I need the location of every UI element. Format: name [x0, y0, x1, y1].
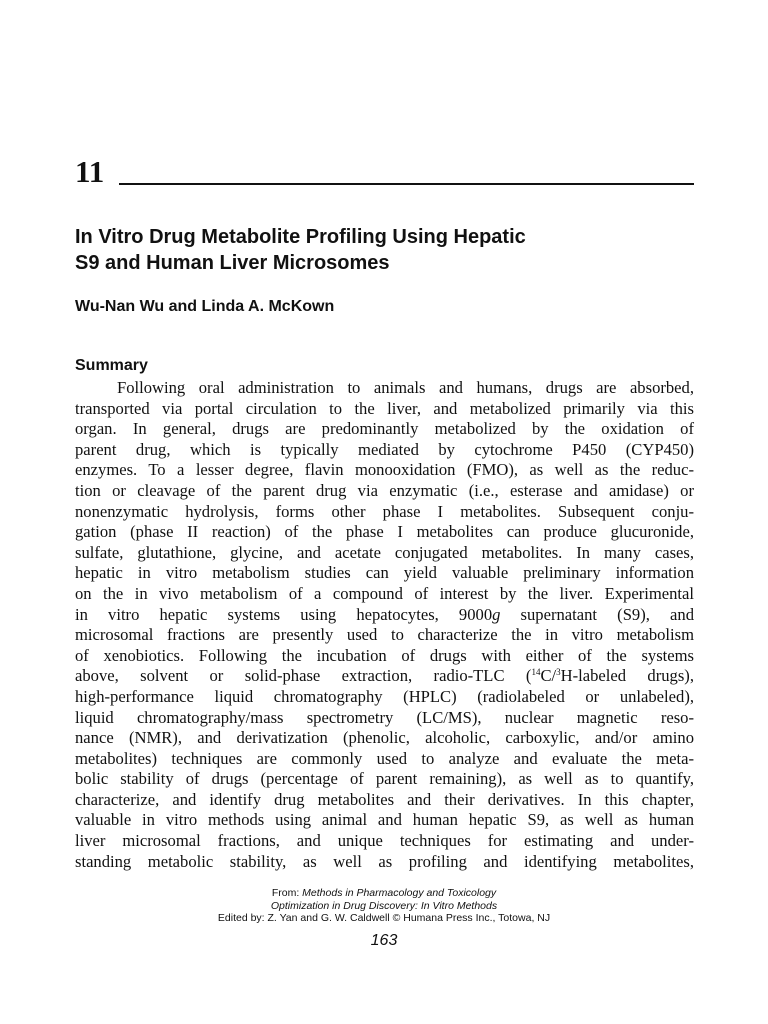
authors: Wu-Nan Wu and Linda A. McKown: [75, 298, 335, 315]
footer-from-label: From:: [271, 887, 303, 899]
summary-line: [75, 666, 694, 687]
summary-line: nance (NMR), and derivatization (phenolic, alcoholic, carboxylic, and/or amino: [75, 728, 694, 748]
summary-line: standing metabolic stability, as well as profiling and identifying metabolites,: [75, 851, 694, 871]
summary-line: valuable in vitro methods using animal and human hepatic S9, as well as human: [75, 810, 694, 830]
summary-body: [75, 378, 694, 872]
isotope-superscript-14: 14: [531, 667, 541, 678]
summary-line: sulfate, glutathione, glycine, and acetate conjugated metabolites. In many cases,: [75, 542, 694, 562]
footer-book: [0, 900, 768, 913]
summary-line: metabolites) techniques are commonly used to analyze and evaluate the meta-: [75, 748, 694, 768]
summary-line: tion or cleavage of the parent drug via enzymatic (i.e., esterase and amidase) or: [75, 480, 694, 500]
footer-source: [0, 887, 768, 900]
summary-line: transported via portal circulation to the liver, and metabolized primarily via this: [75, 398, 694, 418]
summary-line: nonenzymatic hydrolysis, forms other phase I metabolites. Subsequent conju-: [75, 501, 694, 521]
summary-heading: Summary: [75, 357, 148, 374]
summary-line: microsomal fractions are presently used to characterize the in vitro metabolism: [75, 625, 694, 645]
chapter-title-line-1: In Vitro Drug Metabolite Profiling Using Hepatic: [75, 226, 526, 248]
page-number: 163: [370, 932, 398, 949]
summary-line: hepatic in vitro metabolism studies can yield valuable preliminary information: [75, 563, 694, 583]
isotope-superscript-3: 3: [556, 667, 561, 678]
summary-line-part: H-labeled drugs),: [560, 666, 694, 686]
footer-edited: Edited by: Z. Yan and G. W. Caldwell © Humana Press Inc., Totowa, NJ: [217, 912, 551, 924]
summary-line: liquid chromatography/mass spectrometry (LC/MS), nuclear magnetic reso-: [75, 707, 694, 727]
summary-line: parent drug, which is typically mediated by cytochrome P450 (CYP450): [75, 439, 694, 459]
summary-line: liver microsomal fractions, and unique techniques for estimating and under-: [75, 831, 694, 851]
summary-line-italic: g: [492, 604, 501, 624]
summary-line: of xenobiotics. Following the incubation of drugs with either of the systems: [75, 645, 694, 665]
footer-series: Methods in Pharmacology and Toxicology: [302, 887, 497, 899]
summary-line-part: in vitro hepatic systems using hepatocytes, 9000: [75, 604, 493, 624]
summary-line-part: above, solvent or solid-phase extraction, radio-TLC (: [75, 666, 532, 686]
summary-line: gation (phase II reaction) of the phase I metabolites can produce glucuronide,: [75, 522, 694, 542]
publication-footer: [0, 887, 768, 925]
summary-line-part: C/: [540, 666, 557, 686]
chapter-title: [75, 224, 695, 276]
summary-line: bolic stability of drugs (percentage of parent remaining), as well as to quantify,: [75, 769, 694, 789]
chapter-header: [75, 154, 694, 190]
summary-line: on the in vivo metabolism of a compound of interest by the liver. Experimental: [75, 583, 694, 603]
summary-line: characterize, and identify drug metabolites and their derivatives. In this chapter,: [75, 789, 694, 809]
summary-line: high-performance liquid chromatography (HPLC) (radiolabeled or unlabeled),: [75, 686, 694, 706]
chapter-title-line-2: S9 and Human Liver Microsomes: [75, 252, 390, 274]
chapter-rule: [119, 183, 694, 185]
footer-book-title: Optimization in Drug Discovery: In Vitro Methods: [270, 899, 498, 912]
summary-line: enzymes. To a lesser degree, flavin monooxidation (FMO), as well as the reduc-: [75, 460, 694, 480]
summary-line: organ. In general, drugs are predominantly metabolized by the oxidation of: [75, 419, 694, 439]
chapter-number: 11: [75, 154, 105, 189]
summary-line-part: supernatant (S9), and: [500, 604, 694, 624]
summary-line: [75, 605, 694, 626]
summary-line: Following oral administration to animals and humans, drugs are absorbed,: [117, 378, 694, 397]
